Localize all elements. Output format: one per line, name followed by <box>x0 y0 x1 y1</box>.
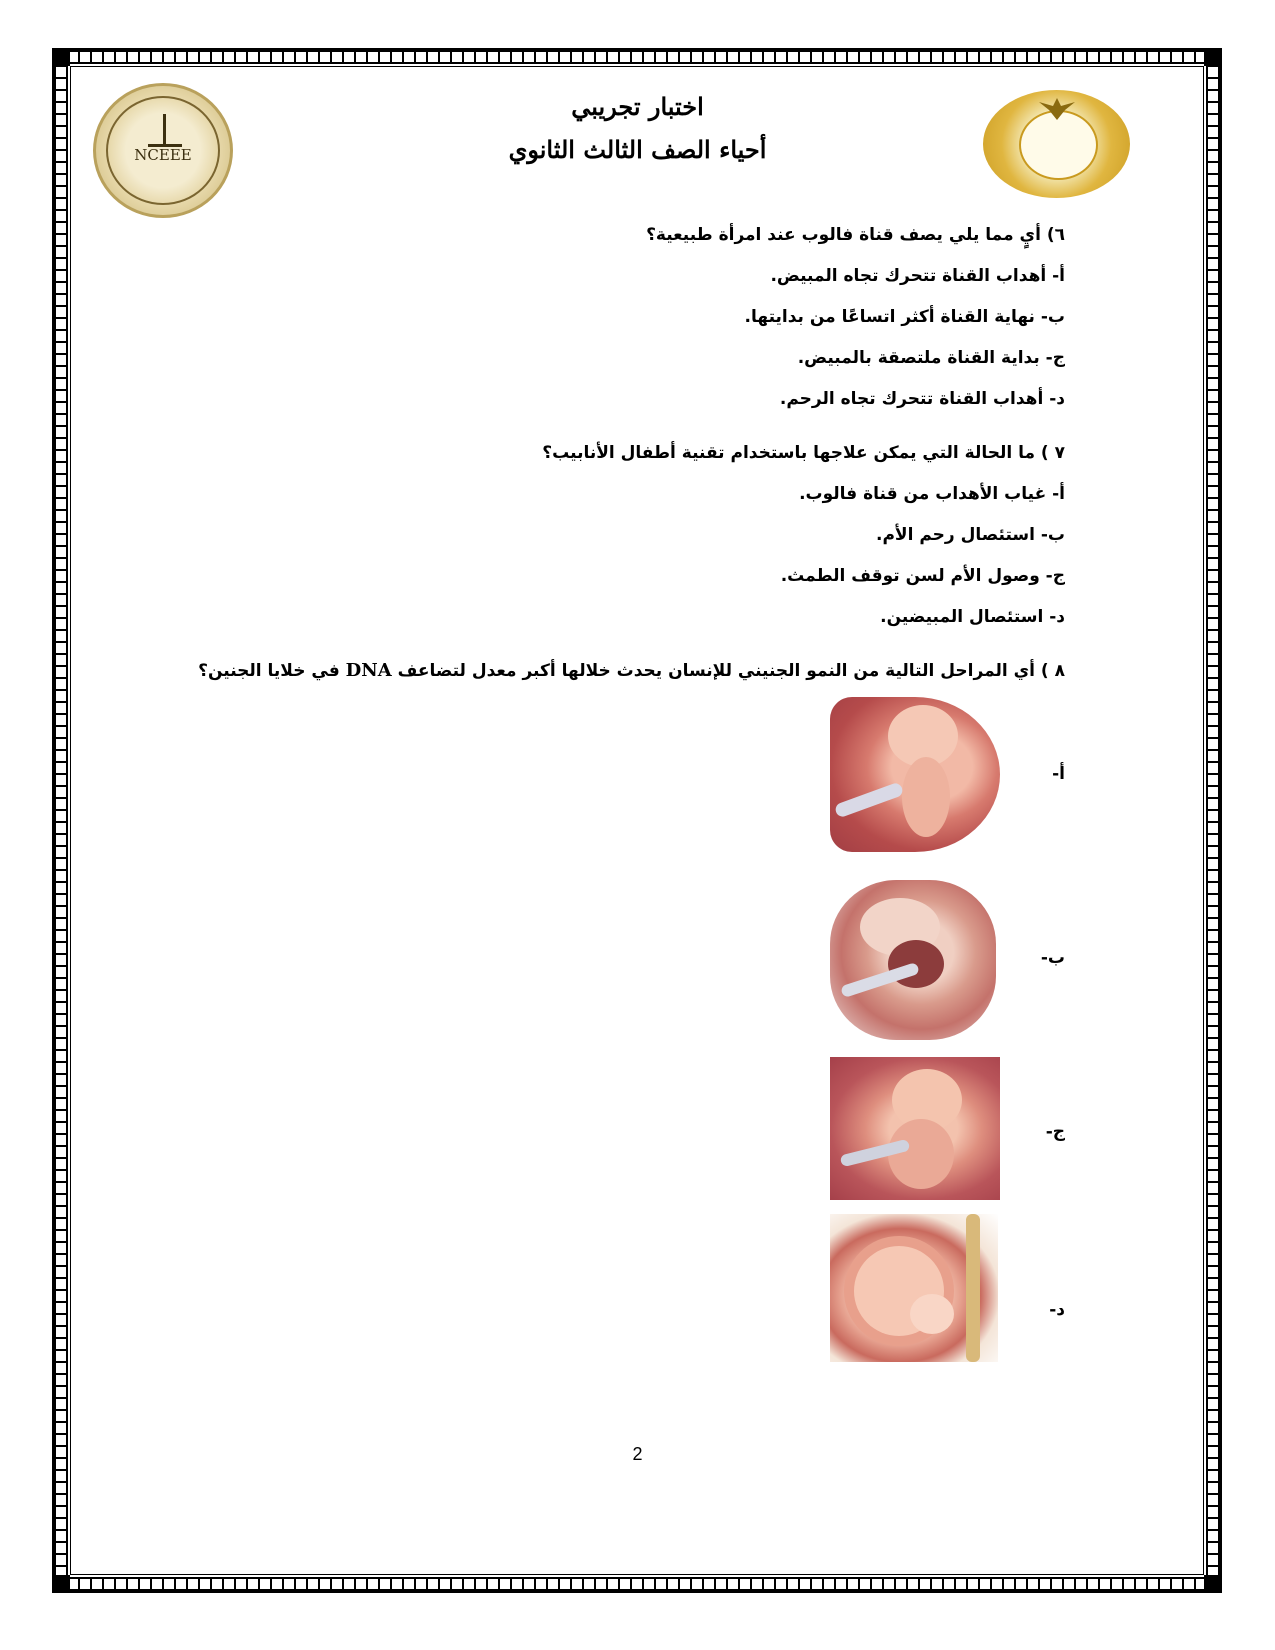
border-bottom-chain <box>66 1577 1208 1591</box>
question-7: ٧ ) ما الحالة التي يمكن علاجها باستخدام تقنية أطفال الأنابيب؟ <box>542 443 1065 463</box>
question-7-option-d: د- استئصال المبيضين. <box>880 607 1065 627</box>
embryo-image-c <box>830 1057 1000 1200</box>
border-right-chain <box>1206 64 1220 1579</box>
embryo-image-a <box>830 697 1000 852</box>
question-8-text-start: ٨ ) أي المراحل التالية من النمو الجنيني للإنسان يحدث خلالها أكبر معدل لتضاعف <box>397 661 1065 681</box>
page-title: اختبار تجريبي <box>571 92 704 121</box>
border-top-chain <box>66 50 1208 64</box>
question-6: ٦) أيٍ مما يلي يصف قناة فالوب عند امرأة طبيعية؟ <box>646 225 1065 245</box>
image-option-a-label: أ- <box>1052 764 1065 784</box>
question-6-option-c: ج- بداية القناة ملتصقة بالمبيض. <box>797 348 1065 368</box>
page-inner-border <box>70 66 1204 1575</box>
corner-ornament <box>52 1575 70 1593</box>
corner-ornament <box>1204 48 1222 66</box>
question-8 <box>198 660 1065 681</box>
nceee-logo-text: NCEEE <box>134 146 192 164</box>
border-left-chain <box>54 64 68 1579</box>
question-8-text-end: في خلايا الجنين؟ <box>198 661 340 681</box>
question-6-option-d: د- أهداب القناة تتحرك تجاه الرحم. <box>779 389 1065 409</box>
page-number: 2 <box>632 1444 643 1464</box>
question-7-option-c: ج- وصول الأم لسن توقف الطمث. <box>780 566 1065 586</box>
question-6-option-b: ب- نهاية القناة أكثر اتساعًا من بدايتها. <box>744 307 1065 327</box>
page-subtitle: أحياء الصف الثالث الثانوي <box>508 135 767 164</box>
embryo-image-b <box>830 880 996 1040</box>
question-7-option-a: أ- غياب الأهداب من قناة فالوب. <box>799 484 1065 504</box>
corner-ornament <box>1204 1575 1222 1593</box>
image-option-c-label: ج- <box>1045 1122 1065 1142</box>
question-7-option-b: ب- استئصال رحم الأم. <box>876 525 1065 545</box>
fetus-in-womb-image-d <box>830 1214 998 1362</box>
image-option-b-label: ب- <box>1040 948 1065 968</box>
question-6-option-a: أ- أهداب القناة تتحرك تجاه المبيض. <box>770 266 1065 286</box>
image-option-d-label: د- <box>1049 1300 1065 1320</box>
corner-ornament <box>52 48 70 66</box>
question-8-dna-term: DNA <box>345 660 392 681</box>
